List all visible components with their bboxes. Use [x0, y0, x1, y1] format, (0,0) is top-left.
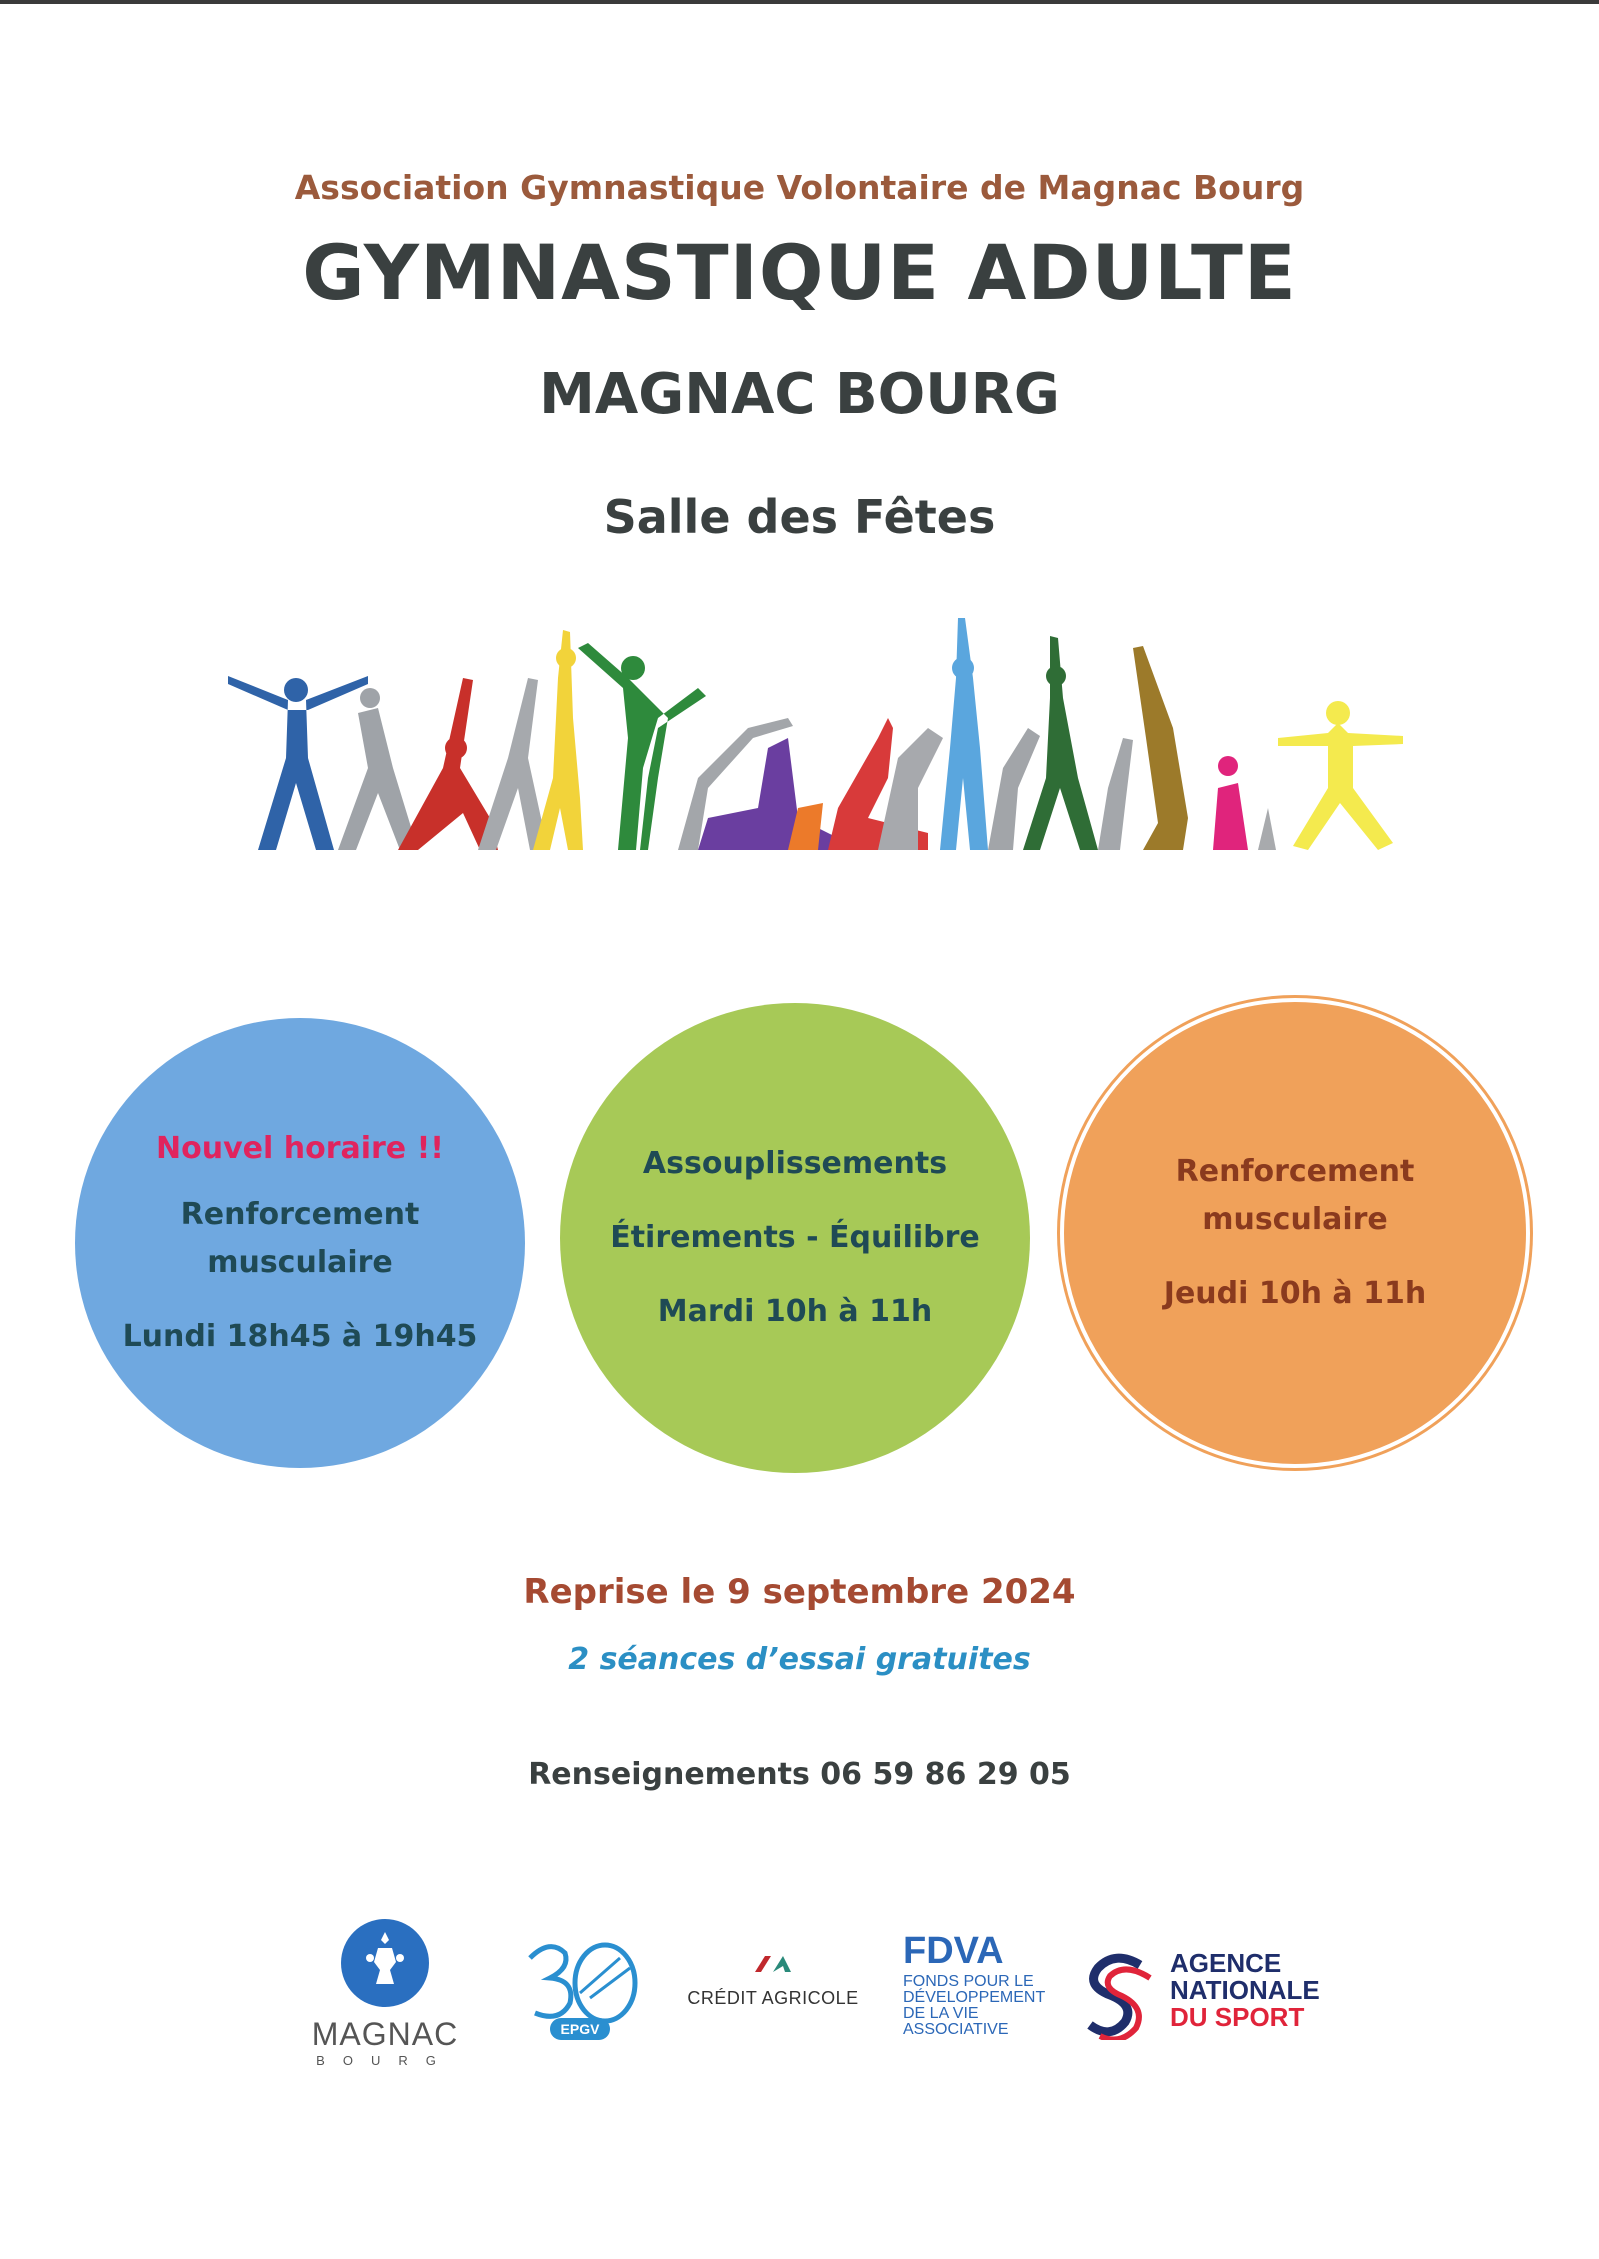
session-activity-line: musculaire — [1202, 1202, 1388, 1237]
venue-name: Salle des Fêtes — [603, 490, 996, 544]
new-schedule-note: Nouvel horaire !! — [156, 1131, 444, 1166]
fdva-line: FONDS POUR LE — [903, 1973, 1034, 1990]
figure-paleyellow — [1278, 701, 1403, 850]
figure-grey-2 — [478, 678, 548, 850]
gymnast-silhouettes-illustration — [228, 618, 1408, 850]
fdva-line: DE LA VIE — [903, 2005, 979, 2022]
figure-brown — [1133, 646, 1188, 850]
ans-line: AGENCE — [1170, 1948, 1282, 1978]
magnac-emblem-icon — [340, 1918, 430, 2008]
session-schedule: Jeudi 10h à 11h — [1163, 1276, 1427, 1311]
page-title: GYMNASTIQUE ADULTE — [302, 228, 1297, 317]
credit-agricole-label: CRÉDIT AGRICOLE — [687, 1988, 859, 2008]
session-tuesday — [560, 1003, 1030, 1473]
magnac-logo-name: MAGNAC — [311, 2016, 459, 2052]
epgv-30-logo — [510, 1918, 650, 2048]
reprise-date: Reprise le 9 septembre 2024 — [523, 1572, 1076, 1612]
credit-agricole-icon — [751, 1950, 795, 1978]
session-monday — [75, 1018, 525, 1468]
figure-red — [398, 678, 498, 850]
ans-s-icon — [1080, 1950, 1160, 2040]
ans-line: DU SPORT — [1170, 2002, 1305, 2032]
figure-grey-1 — [338, 688, 418, 850]
scan-edge — [0, 0, 1599, 4]
figure-grey-7 — [1258, 808, 1276, 850]
fdva-logo — [903, 1932, 1063, 2052]
figure-grey-6 — [1098, 738, 1133, 850]
session-activity-line: Assouplissements — [642, 1146, 948, 1181]
session-activity-line: musculaire — [207, 1245, 393, 1280]
session-activity-line: Renforcement — [180, 1197, 420, 1232]
figure-purple — [698, 738, 848, 850]
figure-pink — [1213, 756, 1248, 850]
session-thursday — [1060, 998, 1530, 1468]
contact-phone: Renseignements 06 59 86 29 05 — [528, 1757, 1071, 1792]
fdva-title: FDVA — [903, 1930, 1004, 1972]
fdva-line: DÉVELOPPEMENT — [903, 1989, 1046, 2006]
agence-nationale-du-sport-logo — [1080, 1950, 1360, 2040]
ans-line: NATIONALE — [1170, 1975, 1320, 2005]
figure-lightblue — [940, 618, 988, 850]
session-activity-line: Étirements - Équilibre — [610, 1220, 980, 1255]
town-name: MAGNAC BOURG — [539, 362, 1060, 427]
fdva-line: ASSOCIATIVE — [903, 2021, 1009, 2038]
figure-blue — [228, 676, 368, 850]
session-schedule: Lundi 18h45 à 19h45 — [122, 1319, 478, 1354]
session-activity-line: Renforcement — [1175, 1154, 1415, 1189]
free-trial-note: 2 séances d’essai gratuites — [568, 1642, 1031, 1677]
magnac-logo-sub: BOURG — [316, 2053, 454, 2068]
credit-agricole-logo — [668, 1950, 878, 2030]
session-schedule: Mardi 10h à 11h — [657, 1294, 933, 1329]
epgv-label: EPGV — [560, 2021, 600, 2037]
magnac-bourg-logo — [300, 1918, 470, 2068]
association-name: Association Gymnastique Volontaire de Magnac Bourg — [294, 168, 1305, 207]
